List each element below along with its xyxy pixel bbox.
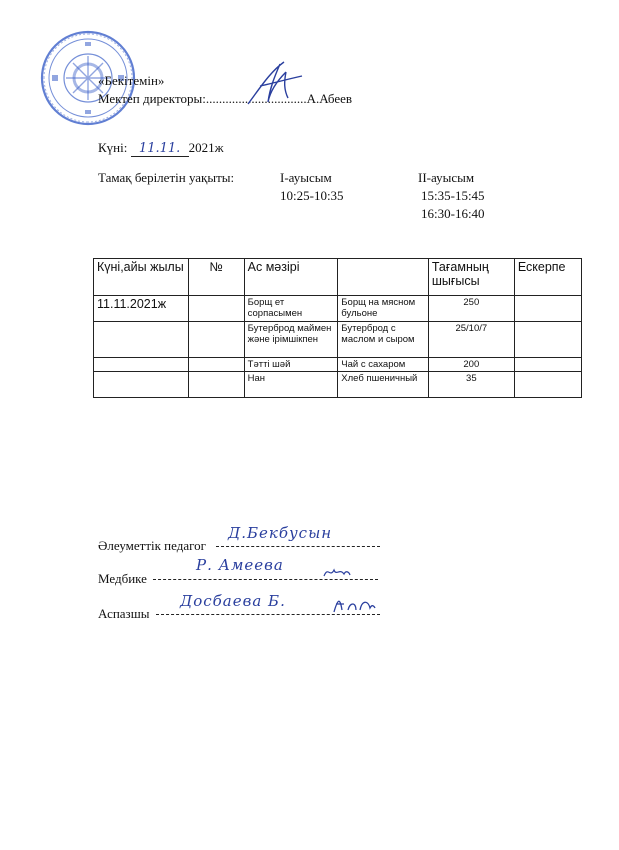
nurse-label: Медбике — [98, 571, 147, 586]
header-output: Тағамның шығысы — [428, 259, 514, 296]
row-dish-ru: Хлеб пшеничный — [338, 372, 429, 398]
row-note — [514, 296, 581, 322]
social-pedagog-signature: Д.Бекбусын — [228, 524, 333, 542]
cook-initials-scribble — [330, 594, 376, 616]
director-line — [98, 91, 352, 107]
row-note — [514, 358, 581, 372]
header-menu-ru — [338, 259, 429, 296]
cook-label: Аспазшы — [98, 606, 150, 621]
row-dish-kz: Тәтті шәй — [244, 358, 338, 372]
table-row — [94, 296, 582, 322]
row-dish-kz: Бутерброд маймен және ірімшікпен — [244, 322, 338, 358]
director-signature — [240, 58, 310, 108]
shift2-title: II-ауысым — [418, 170, 475, 185]
row-date — [94, 358, 189, 372]
row-dish-ru: Бутерброд с маслом и сыром — [338, 322, 429, 358]
menu-table — [93, 258, 582, 398]
shift1-time: 10:25-10:35 — [280, 188, 344, 203]
header-note: Ескерпе — [514, 259, 581, 296]
row-dish-kz: Борщ ет сорпасымен — [244, 296, 338, 322]
date-blank — [131, 140, 189, 157]
social-pedagog-line — [216, 546, 380, 547]
row-output: 25/10/7 — [428, 322, 514, 358]
row-note — [514, 372, 581, 398]
row-dish-kz: Нан — [244, 372, 338, 398]
date-line — [98, 140, 224, 157]
row-date: 11.11.2021ж — [94, 296, 189, 322]
row-output: 250 — [428, 296, 514, 322]
social-pedagog-label: Әлеуметтік педагог — [98, 538, 206, 553]
approve-title: «Бекітемін» — [98, 73, 165, 88]
director-dots: ............................... — [205, 91, 307, 106]
header-date: Күні,айы жылы — [94, 259, 189, 296]
date-label: Күні: — [98, 140, 128, 155]
row-number — [188, 296, 244, 322]
table-row — [94, 322, 582, 358]
table-row — [94, 372, 582, 398]
header-menu: Ас мәзірі — [244, 259, 338, 296]
row-dish-ru: Чай с сахаром — [338, 358, 429, 372]
row-number — [188, 372, 244, 398]
row-number — [188, 358, 244, 372]
nurse-signature: Р. Амеева — [196, 556, 284, 574]
schedule-label: Тамақ берілетін уақыты: — [98, 170, 235, 185]
row-output: 35 — [428, 372, 514, 398]
date-handwritten: 11.11. — [138, 141, 181, 156]
shift2-time2: 16:30-16:40 — [421, 206, 485, 221]
row-date — [94, 322, 189, 358]
nurse-initials-scribble — [322, 564, 352, 580]
row-number — [188, 322, 244, 358]
row-output: 200 — [428, 358, 514, 372]
row-date — [94, 372, 189, 398]
director-name: А.Абеев — [306, 91, 353, 106]
table-header-row — [94, 259, 582, 296]
date-year: 2021ж — [188, 140, 224, 155]
row-note — [514, 322, 581, 358]
shift1-title: I-ауысым — [280, 170, 332, 185]
header-number: № — [188, 259, 244, 296]
table-row — [94, 358, 582, 372]
cook-signature: Досбаева Б. — [180, 592, 286, 610]
director-label: Мектеп директоры: — [98, 91, 206, 106]
row-dish-ru: Борщ на мясном бульоне — [338, 296, 429, 322]
shift2-time1: 15:35-15:45 — [421, 188, 485, 203]
